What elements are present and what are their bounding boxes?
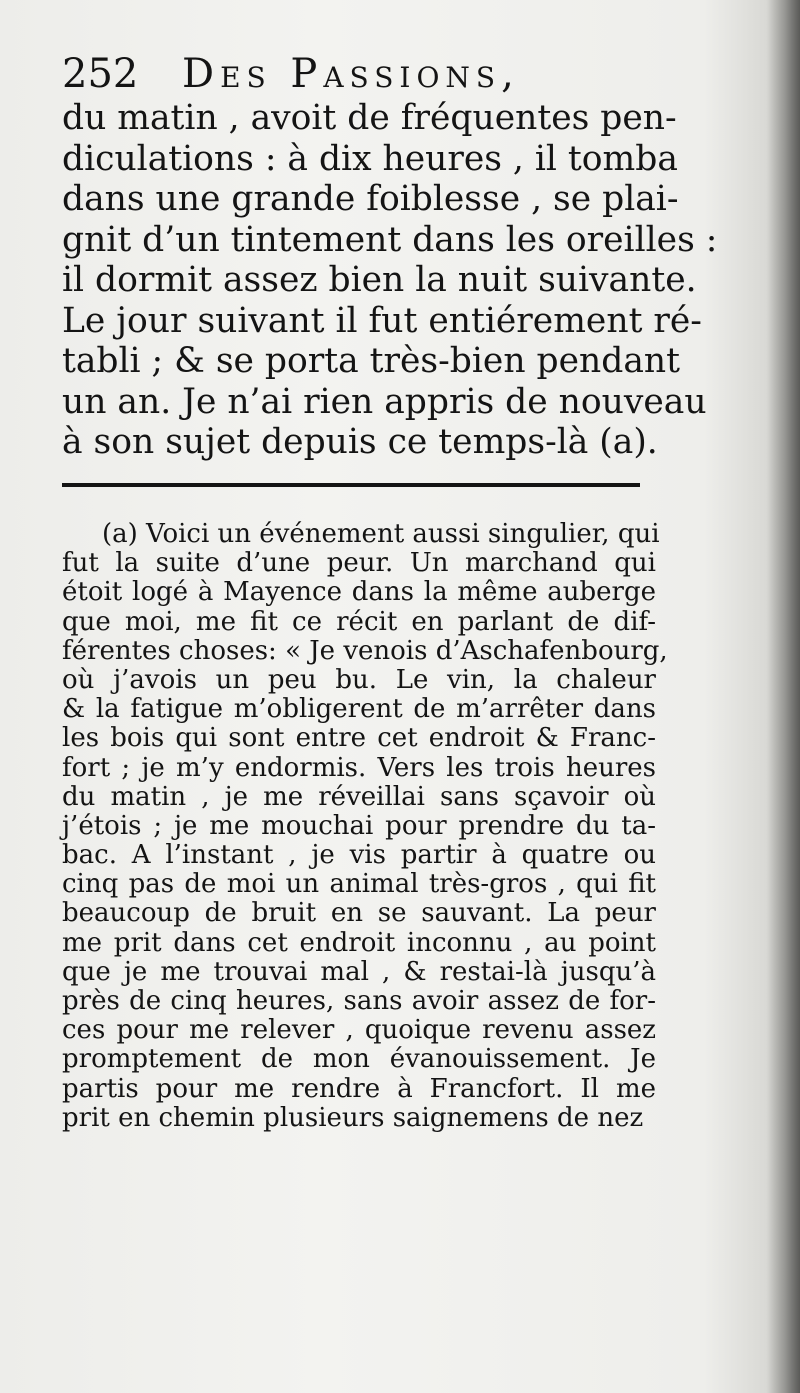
footnote-line: fort ; je m’y endormis. Vers les trois heures xyxy=(62,752,656,783)
main-text-line: il dormit assez bien la nuit suivante. xyxy=(62,260,697,300)
footnote-line: que moi, me fit ce récit en parlant de dif- xyxy=(62,606,656,637)
footnote-line: bac. A l’instant , je vis partir à quatre ou xyxy=(62,840,656,871)
footnote-line: beaucoup de bruit en se sauvant. La peur xyxy=(62,898,656,929)
main-text-line: diculations : à dix heures , il tomba xyxy=(62,138,678,179)
page-gutter-shadow xyxy=(766,0,800,1393)
footnote-line: étoit logé à Mayence dans la même auberge xyxy=(62,577,656,608)
footnote-line: que je me trouvai mal , & restai-là jusqu’à xyxy=(62,956,656,987)
footnote-line: ces pour me relever , quoique revenu assez xyxy=(62,1015,656,1046)
page-header xyxy=(62,48,702,100)
footnote-line: & la fatigue m’obligerent de m’arrêter dans xyxy=(62,694,656,725)
footnote-line: où j’avois un peu bu. Le vin, la chaleur xyxy=(62,664,656,695)
main-text-line: du matin , avoit de fréquentes pen- xyxy=(62,98,677,138)
footnote-line: du matin , je me réveillai sans sçavoir où xyxy=(62,781,656,812)
main-text-block xyxy=(62,98,718,463)
main-text-line: à son sujet depuis ce temps-là (a). xyxy=(62,422,658,462)
footnote-line: férentes choses: « Je venois d’Aschafenbourg, xyxy=(62,635,668,666)
main-text-line: gnit d’un tintement dans les oreilles : xyxy=(62,219,718,260)
footnote-line: promptement de mon évanouissement. Je xyxy=(62,1044,656,1075)
footnote-block xyxy=(62,519,668,1133)
main-text-line: Le jour suivant il fut entiérement ré- xyxy=(62,300,702,341)
page-number: 252 xyxy=(62,51,139,97)
footnote-line: fut la suite d’une peur. Un marchand qui xyxy=(62,548,656,579)
main-text-line: tabli ; & se porta très-bien pendant xyxy=(62,341,680,381)
footnote-line: (a) Voici un événement aussi singulier, qui xyxy=(102,519,660,549)
footnote-line: me prit dans cet endroit inconnu , au point xyxy=(62,927,656,958)
footnote-line: cinq pas de moi un animal très-gros , qui fit xyxy=(62,869,656,900)
main-text-line: dans une grande foiblesse , se plai- xyxy=(62,179,679,219)
main-text-line: un an. Je n’ai rien appris de nouveau xyxy=(62,381,707,422)
footnote-line: près de cinq heures, sans avoir assez de for- xyxy=(62,986,656,1016)
footnote-line: prit en chemin plusieurs saignemens de nez xyxy=(62,1102,644,1133)
running-head: Des Passions, xyxy=(182,51,520,97)
footnote-line: partis pour me rendre à Francfort. Il me xyxy=(62,1073,656,1104)
footnote-separator-rule xyxy=(62,483,640,487)
footnote-line: j’étois ; je me mouchai pour prendre du ta- xyxy=(62,810,656,841)
footnote-line: les bois qui sont entre cet endroit & Franc- xyxy=(62,723,656,754)
